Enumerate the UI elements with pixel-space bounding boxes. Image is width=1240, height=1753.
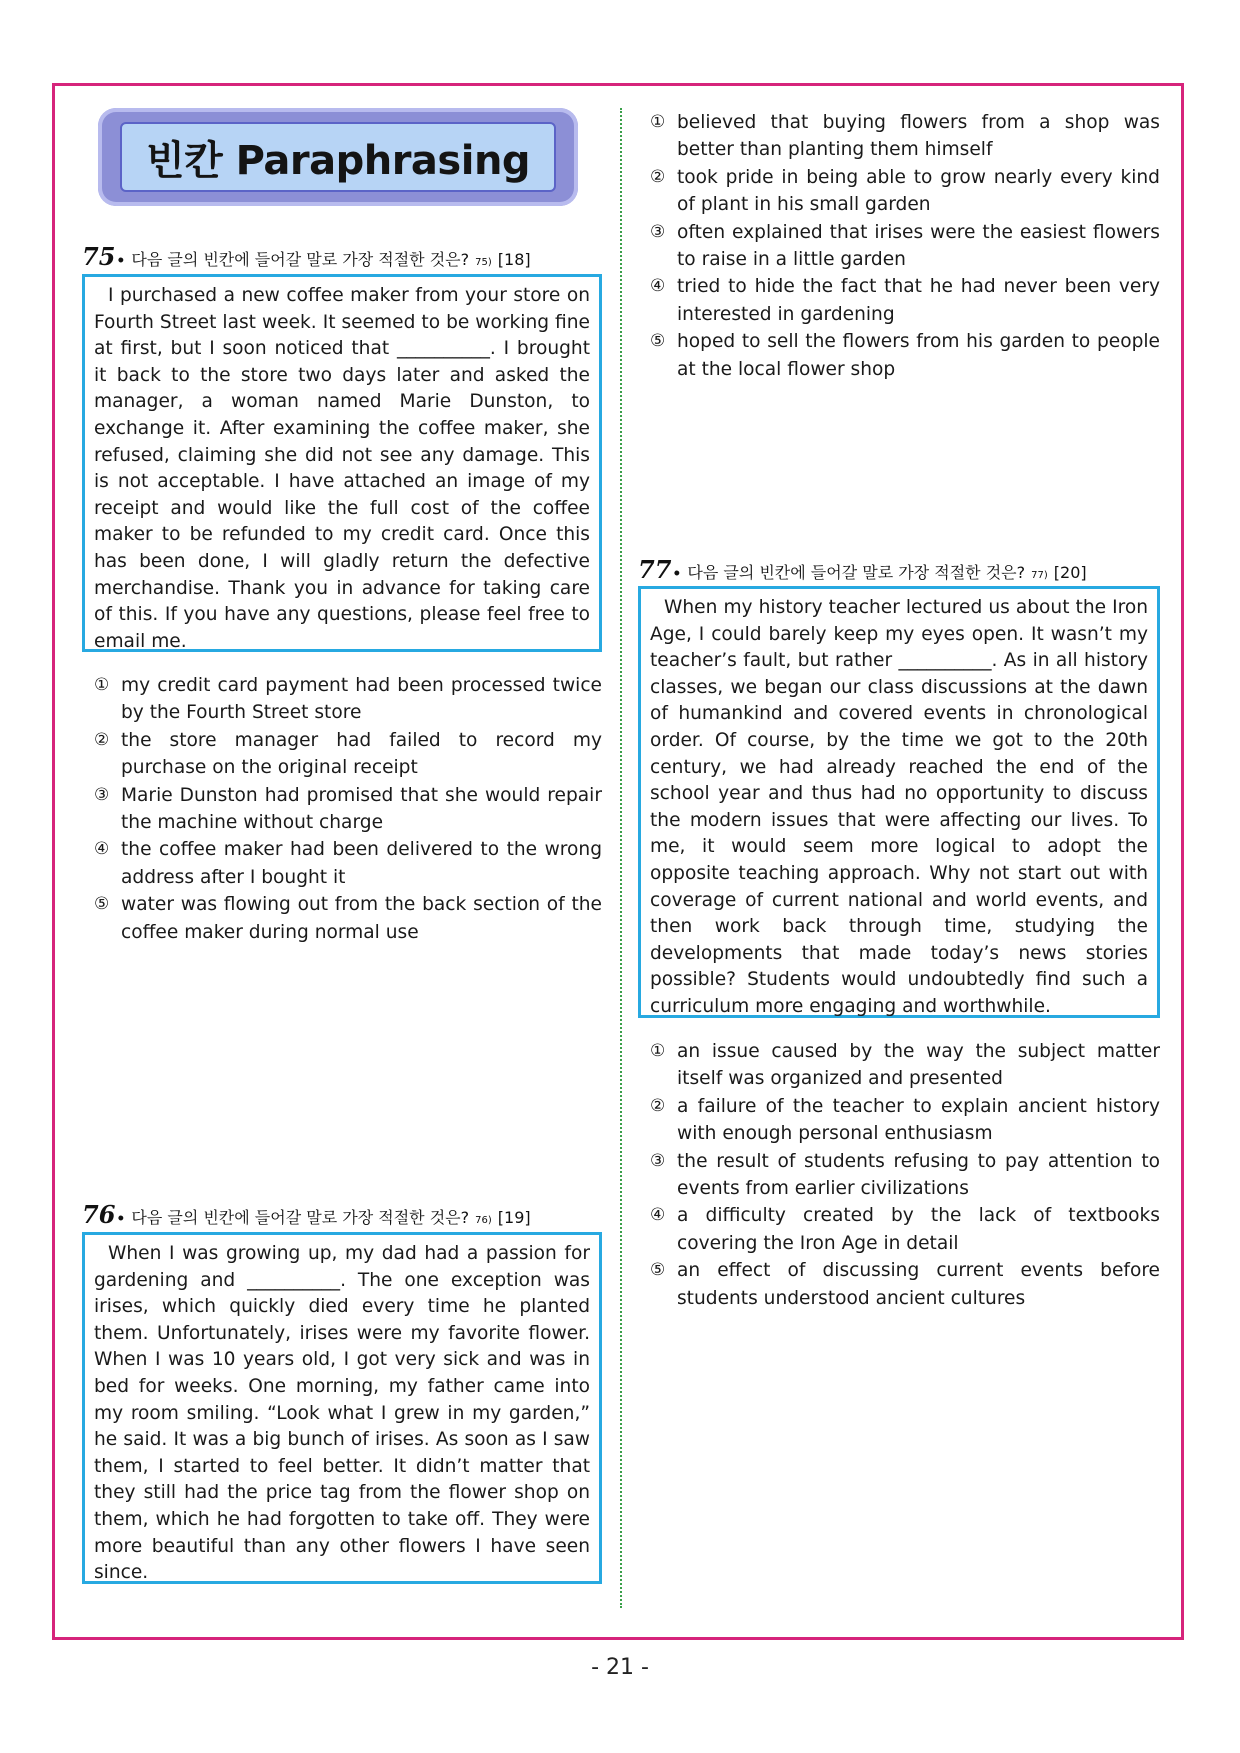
question-75-prompt: 다음 글의 빈칸에 들어갈 말로 가장 적절한 것은? [131,250,470,269]
choice-text: often explained that irises were the easiest flowers to raise in a little garden [677,221,1160,271]
choice-text: my credit card payment had been processed twice by the Fourth Street store [121,675,602,724]
choice-mark: ② [94,729,110,750]
choice-text: the coffee maker had been delivered to the wrong address after I bought it [121,839,602,888]
choice-mark: ③ [650,221,666,242]
question-76-tag: [19] [497,1208,531,1227]
choice-text: an effect of discussing current events before students understood ancient cultures [677,1260,1160,1309]
question-77-choice-4[interactable] [650,1202,1160,1257]
question-77-prompt: 다음 글의 빈칸에 들어갈 말로 가장 적절한 것은? [687,563,1026,582]
choice-mark: ① [650,1041,666,1061]
choice-mark: ⑤ [650,331,666,352]
question-77-passage [638,586,1160,1018]
question-76-header [82,1200,531,1229]
choice-text: tried to hide the fact that he had never been very interested in gardening [677,276,1160,325]
question-77-choice-2[interactable] [650,1093,1160,1148]
question-76-passage-text: When I was growing up, my dad had a passion for gardening and __________. The one exception was irises, which quickly died every time he planted them. Unfortunately, irises were my favorite flower. When I was 10 years old, I got very sick and was in bed for weeks. One morning, my father came into my room smiling. “Look what I grew in my garden,” he said. It was a big bunch of irises. As soon as I saw them, I started to feel better. It didn’t matter that they still had the price tag from the flower shop on them, which he had forgotten to take off. They were more beautiful than any other flowers I have seen since. [94,1243,590,1584]
choice-text: a difficulty created by the lack of textbooks covering the Iron Age in detail [677,1205,1160,1254]
choice-mark: ① [94,675,110,695]
question-75-choice-2[interactable] [94,727,602,782]
choice-text: an issue caused by the way the subject matter itself was organized and presented [677,1041,1160,1090]
question-77-choice-1[interactable] [650,1038,1160,1093]
question-75-choice-1[interactable] [94,672,602,727]
question-75-choice-5[interactable] [94,891,602,946]
choice-text: a failure of the teacher to explain ancient history with enough personal enthusiasm [677,1095,1160,1145]
question-76-prompt: 다음 글의 빈칸에 들어갈 말로 가장 적절한 것은? [131,1208,470,1227]
choice-text: the store manager had failed to record my purchase on the original receipt [121,729,602,779]
question-76-passage [82,1232,602,1584]
question-76-choices [650,109,1160,383]
question-75-header [82,242,531,271]
choice-mark: ① [650,112,666,132]
question-75-choice-4[interactable] [94,836,602,891]
question-76-choice-5[interactable] [650,328,1160,383]
question-75-footnote: 75) [475,257,492,268]
section-title-badge [98,108,578,206]
choice-mark: ④ [650,276,666,297]
question-76-choice-1[interactable] [650,109,1160,164]
question-77-choices [650,1038,1160,1312]
column-divider [620,108,622,1608]
question-77-choice-5[interactable] [650,1257,1160,1312]
question-75-choices [94,672,602,946]
question-75-passage [82,274,602,652]
question-75-passage-text: I purchased a new coffee maker from your store on Fourth Street last week. It seemed to be working fine at first, but I soon noticed that __________. I brought it back to the store two days later and asked the manager, a woman named Marie Dunston, to exchange it. After examining the coffee maker, she refused, claiming she did not see any damage. This is not acceptable. I have attached an image of my receipt and would like the full cost of the coffee maker to be refunded to my credit card. Once this has been done, I will gladly return the defective merchandise. Thank you in advance for taking care of this. If you have any questions, please feel free to email me. [94,285,590,652]
section-title: 빈칸 Paraphrasing [145,137,531,184]
choice-text: believed that buying flowers from a shop was better than planting them himself [677,112,1160,161]
choice-mark: ③ [650,1150,666,1171]
choice-text: hoped to sell the flowers from his garden to people at the local flower shop [677,331,1160,380]
question-76-number: 76 • [82,1200,125,1229]
section-title-inner [120,122,556,192]
choice-text: Marie Dunston had promised that she would repair the machine without charge [121,784,602,834]
question-75-number: 75 • [82,242,125,271]
question-76-choice-2[interactable] [650,164,1160,219]
choice-text: the result of students refusing to pay attention to events from earlier civilizations [677,1150,1160,1200]
question-75-tag: [18] [497,250,531,269]
question-76-choice-3[interactable] [650,219,1160,274]
choice-mark: ④ [94,839,110,860]
choice-text: water was flowing out from the back section of the coffee maker during normal use [121,894,602,943]
question-77-header [638,555,1087,584]
question-76-choice-4[interactable] [650,273,1160,328]
choice-mark: ⑤ [650,1260,666,1281]
question-76-footnote: 76) [475,1215,492,1226]
choice-mark: ② [650,166,666,187]
question-77-passage-text: When my history teacher lectured us about the Iron Age, I could barely keep my eyes open. It wasn’t my teacher’s fault, but rather __________. As in all history classes, we began our class discussions at the dawn of humankind and covered events in chronological order. Of course, by the time we got to the 20th century, we had already reached the end of the school year and thus had no opportunity to discuss the modern issues that were affecting our lives. To me, it would seem more logical to adopt the opposite teaching approach. Why not start out with coverage of current national and world events, and then work back through time, studying the developments that made today’s news stories possible? Students would undoubtedly find such a curriculum more engaging and worthwhile. [650,597,1148,1017]
choice-mark: ⑤ [94,894,110,915]
choice-mark: ③ [94,784,110,805]
choice-mark: ② [650,1095,666,1116]
question-77-number: 77 • [638,555,681,584]
choice-mark: ④ [650,1205,666,1226]
question-77-choice-3[interactable] [650,1148,1160,1203]
choice-text: took pride in being able to grow nearly every kind of plant in his small garden [677,166,1160,216]
page-number: - 21 - [591,1655,649,1680]
question-77-tag: [20] [1053,563,1087,582]
question-77-footnote: 77) [1031,570,1048,581]
question-75-choice-3[interactable] [94,782,602,837]
